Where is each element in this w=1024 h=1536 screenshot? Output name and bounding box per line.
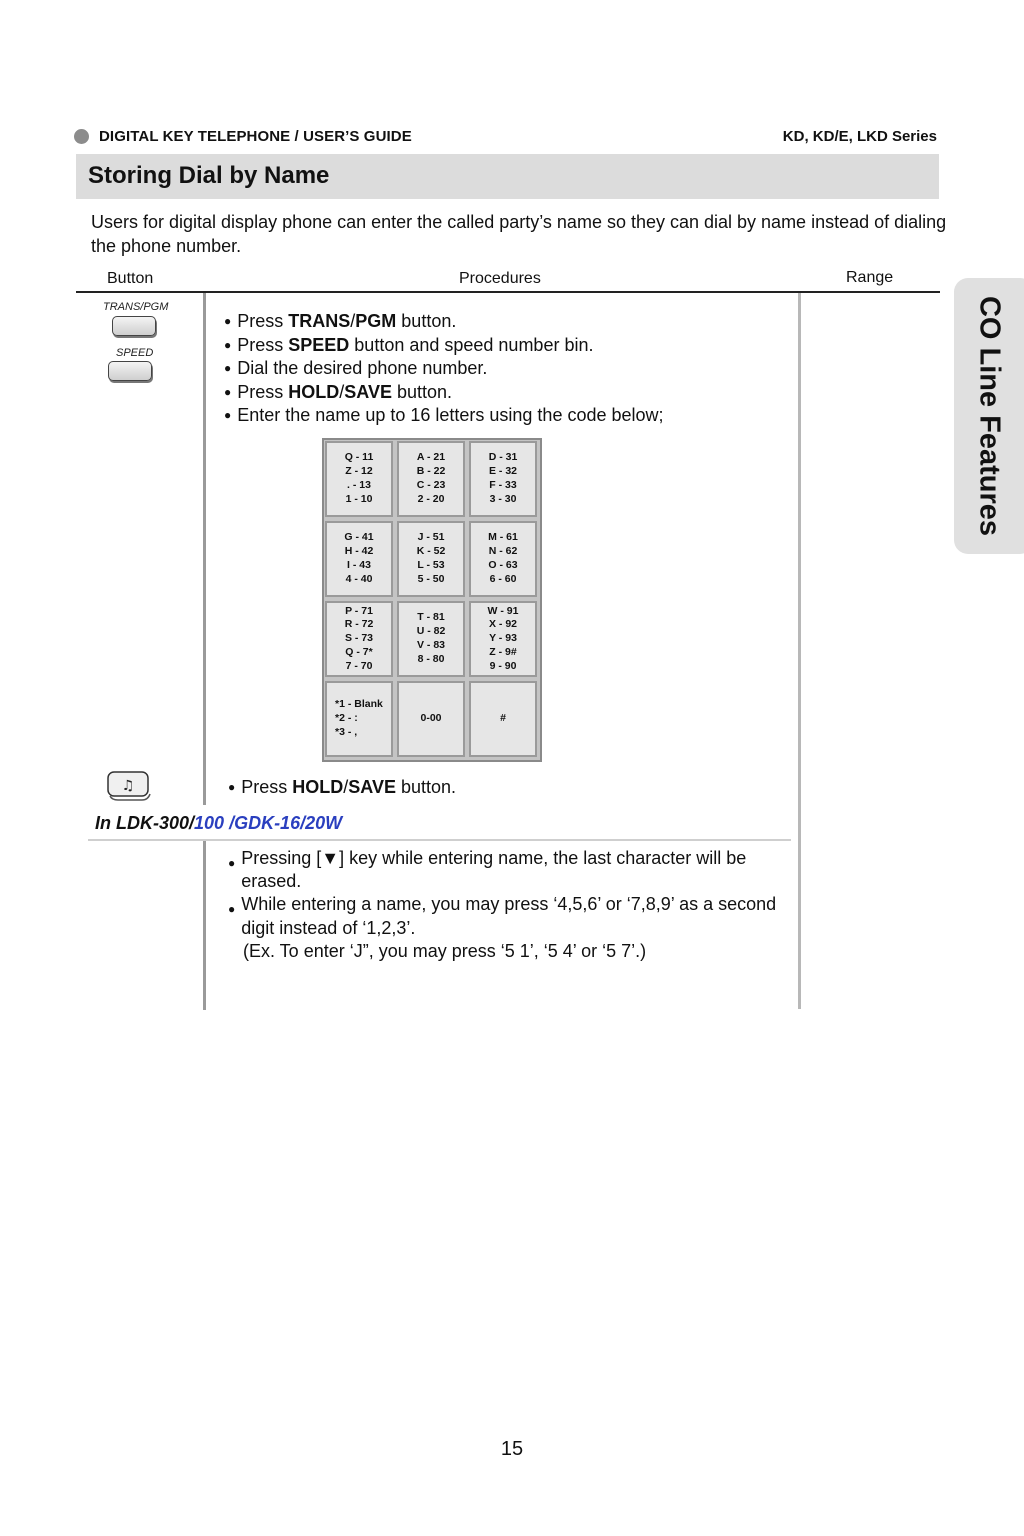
code-cell: D - 31 E - 32 F - 33 3 - 30 — [469, 441, 537, 517]
code-cell: G - 41 H - 42 I - 43 4 - 40 — [325, 521, 393, 597]
trans-pgm-key-icon — [112, 316, 156, 336]
letter-code-table — [322, 438, 542, 762]
step-4: ● Press HOLD/SAVE button. — [224, 381, 453, 402]
page-number: 15 — [500, 1438, 524, 1460]
step-2: ● Press SPEED button and speed number bin. — [224, 334, 594, 355]
column-header-range: Range — [846, 269, 894, 286]
hold-save-key-icon — [106, 770, 150, 798]
speed-label: SPEED — [116, 347, 154, 359]
code-cell: *1 - Blank *2 - : *3 - , — [325, 681, 393, 757]
page-title: Storing Dial by Name — [88, 162, 330, 189]
step-5: ● Enter the name up to 16 letters using the code below; — [224, 405, 664, 425]
step-1: ● Press TRANS/PGM button. — [224, 311, 457, 331]
trans-pgm-label: TRANS/PGM — [103, 301, 169, 313]
column-header-procedures: Procedures — [459, 270, 541, 287]
note-1: ● Pressing [▼] key while entering name, the last character will be erased. — [228, 848, 747, 892]
model-subheading: In LDK-300/100 /GDK-16/20W — [95, 813, 343, 833]
code-cell: 0-00 — [397, 681, 465, 757]
code-cell: M - 61 N - 62 O - 63 6 - 60 — [469, 521, 537, 597]
code-cell: P - 71 R - 72 S - 73 Q - 7* 7 - 70 — [325, 601, 393, 677]
svg-text:♫: ♫ — [121, 778, 135, 794]
intro-paragraph: Users for digital display phone can enter the called party’s name so they can dial by name instead of dialing the phone number. — [91, 212, 947, 256]
code-cell: # — [469, 681, 537, 757]
notes — [228, 847, 793, 963]
note-2: ● While entering a name, you may press ‘4,5,6’ or ‘7,8,9’ as a second digit instead of ‘1,2,3’. — [228, 894, 777, 938]
step-3: ● Dial the desired phone number. — [224, 358, 488, 378]
subheading-rule — [88, 839, 791, 841]
step-final: ● Press HOLD/SAVE button. — [228, 777, 457, 797]
speed-key-icon — [108, 361, 152, 381]
code-cell: J - 51 K - 52 L - 53 5 - 50 — [397, 521, 465, 597]
code-cell: A - 21 B - 22 C - 23 2 - 20 — [397, 441, 465, 517]
note-example: (Ex. To enter ‘J”, you may press ‘5 1’, ‘5 4’ or ‘5 7’.) — [243, 940, 647, 961]
procedure-steps — [224, 310, 664, 428]
column-header-button: Button — [107, 270, 154, 287]
column-divider — [203, 293, 206, 805]
code-cell: Q - 11 Z - 12 . - 13 1 - 10 — [325, 441, 393, 517]
header-guide-title: DIGITAL KEY TELEPHONE / USER’S GUIDE — [99, 128, 412, 145]
code-cell: W - 91 X - 92 Y - 93 Z - 9# 9 - 90 — [469, 601, 537, 677]
column-divider — [203, 840, 206, 1010]
header-series: KD, KD/E, LKD Series — [782, 128, 937, 145]
code-cell: T - 81 U - 82 V - 83 8 - 80 — [397, 601, 465, 677]
header-bullet-icon — [74, 129, 89, 144]
column-divider — [798, 293, 801, 1009]
side-tab-label: CO Line Features — [973, 295, 1006, 537]
